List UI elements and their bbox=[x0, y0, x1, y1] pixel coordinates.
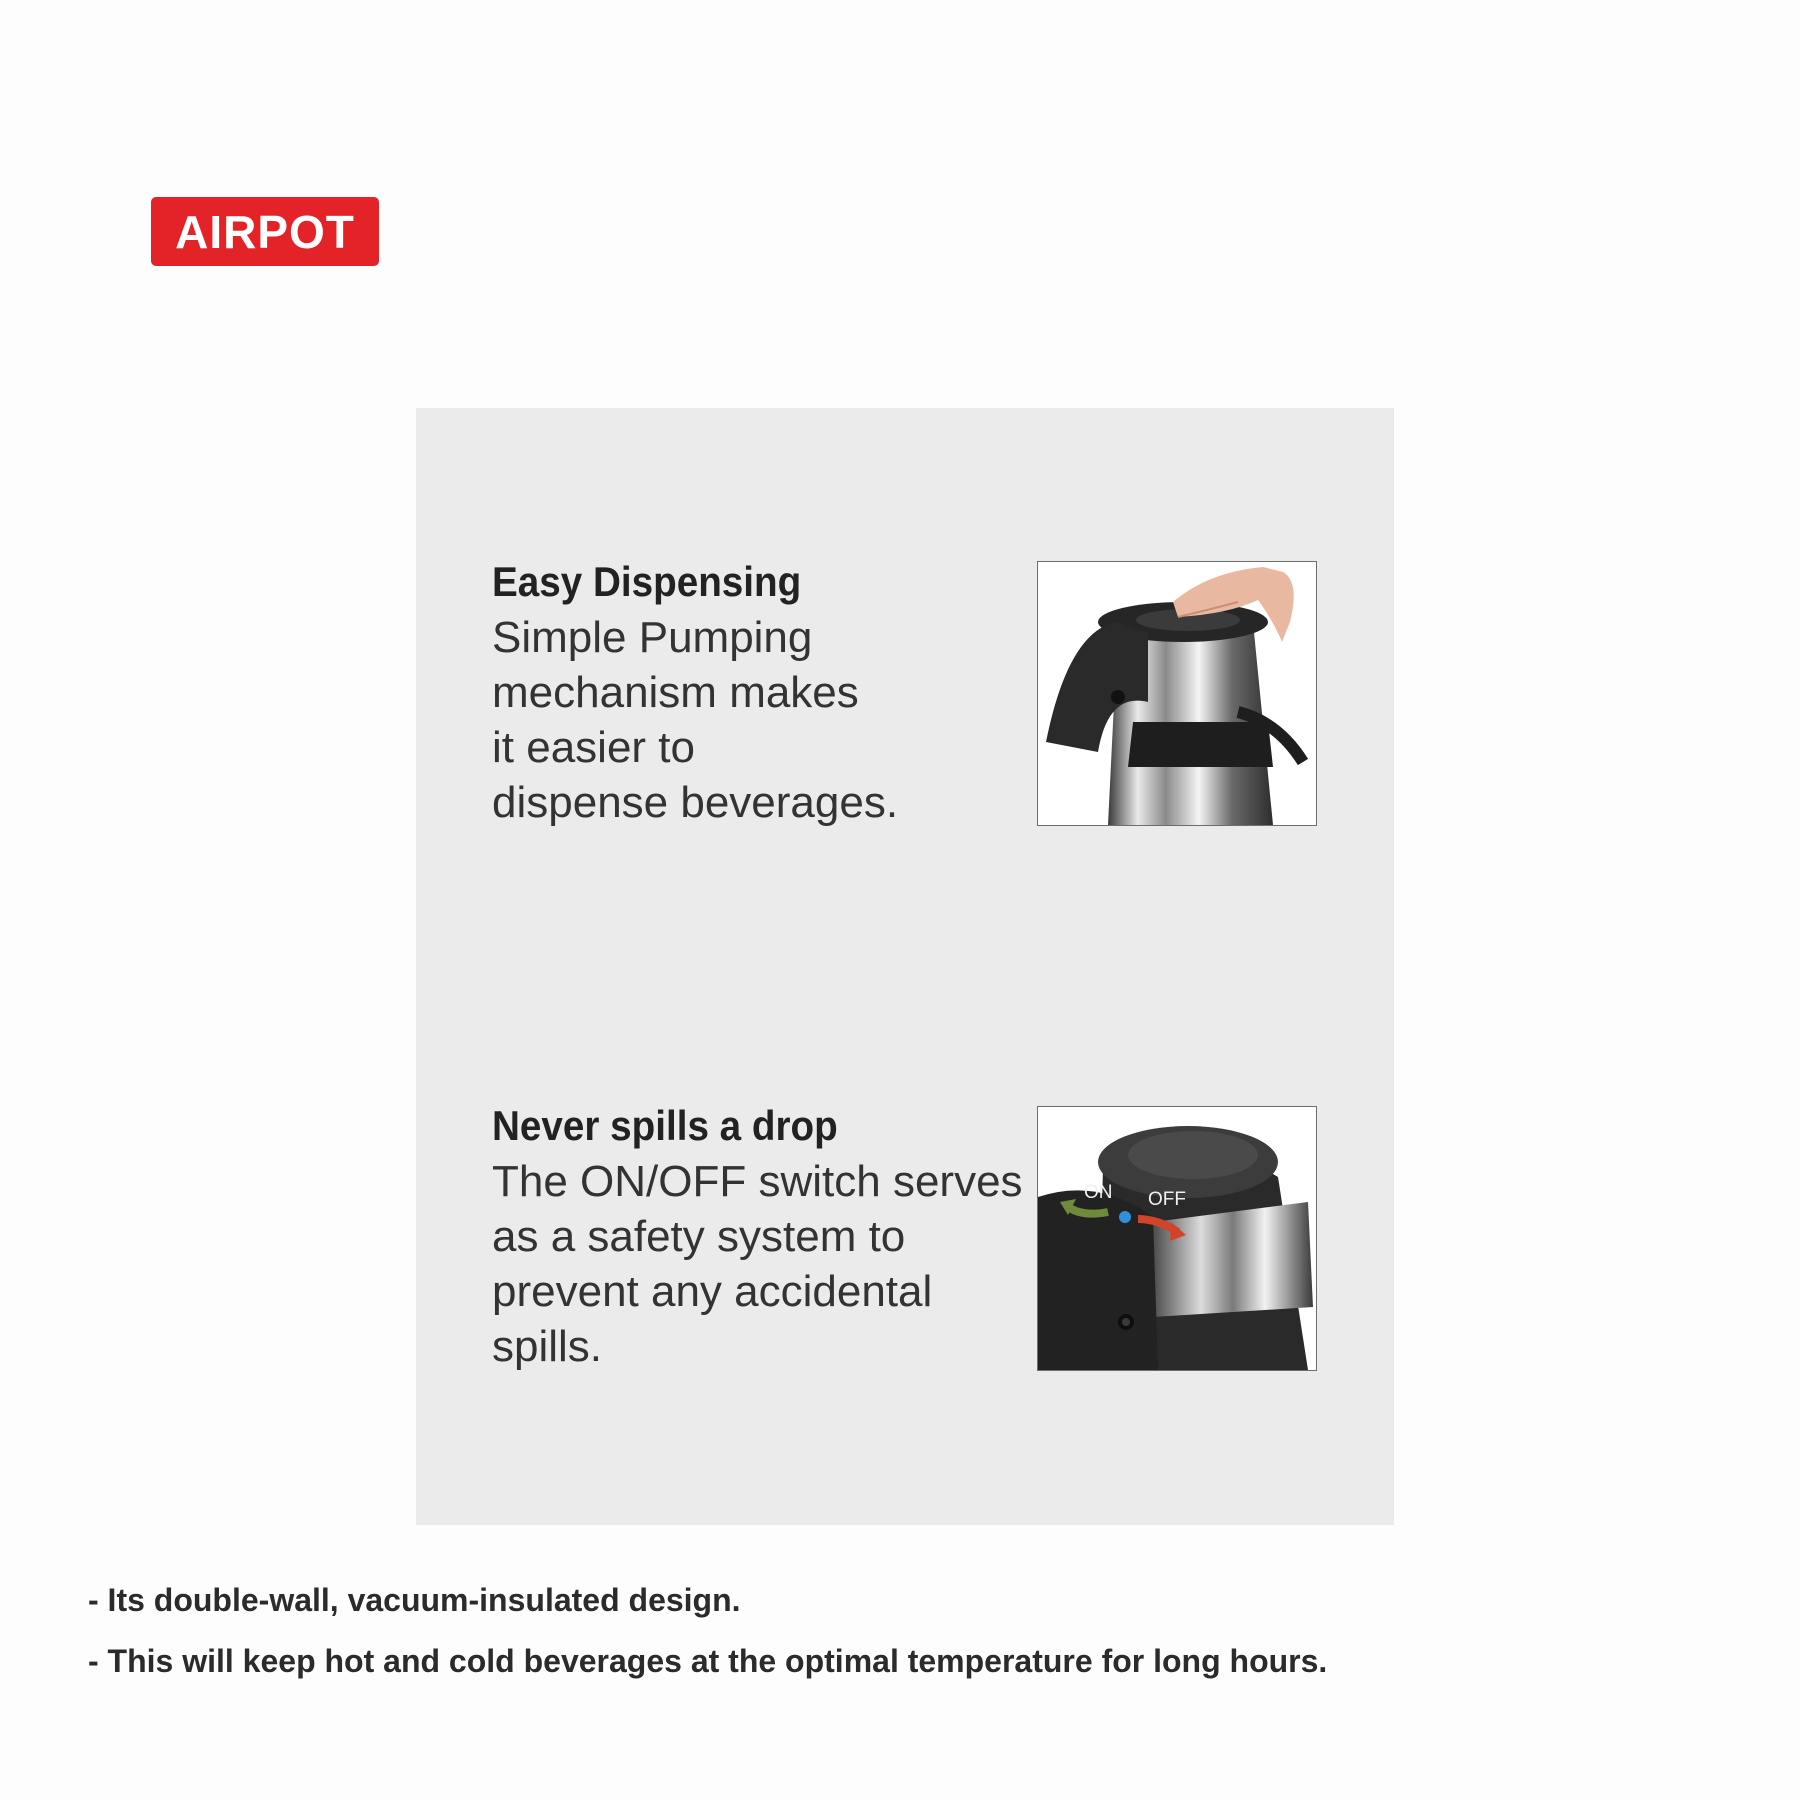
airpot-brand-badge: AIRPOT bbox=[151, 197, 379, 266]
description-line: it easier to bbox=[492, 723, 695, 772]
airpot-pump-image bbox=[1037, 561, 1317, 826]
feature-title: Easy Dispensing bbox=[492, 558, 802, 605]
feature-title: Never spills a drop bbox=[492, 1102, 838, 1149]
description-line: spills. bbox=[492, 1322, 603, 1371]
feature-easy-dispensing bbox=[492, 556, 1052, 830]
description-line: The ON/OFF switch serves bbox=[492, 1157, 1023, 1206]
on-label: ON bbox=[1084, 1182, 1113, 1203]
description-line: mechanism makes bbox=[492, 668, 859, 717]
feature-bullets bbox=[88, 1580, 1327, 1702]
description-line: dispense beverages. bbox=[492, 778, 899, 827]
bullet-item: - This will keep hot and cold beverages at the optimal temperature for long hours. bbox=[88, 1643, 1328, 1679]
feature-description bbox=[492, 1154, 1052, 1374]
description-line: prevent any accidental bbox=[492, 1267, 933, 1316]
features-panel bbox=[416, 408, 1394, 1525]
off-label: OFF bbox=[1148, 1189, 1186, 1210]
airpot-pump-illustration bbox=[1038, 562, 1316, 825]
airpot-switch-illustration bbox=[1038, 1107, 1316, 1370]
description-line: Simple Pumping bbox=[492, 613, 813, 662]
feature-never-spills bbox=[492, 1100, 1052, 1374]
bullet-item: - Its double-wall, vacuum-insulated design. bbox=[88, 1582, 741, 1618]
feature-description bbox=[492, 610, 1052, 830]
description-line: as a safety system to bbox=[492, 1212, 906, 1261]
airpot-switch-image bbox=[1037, 1106, 1317, 1371]
